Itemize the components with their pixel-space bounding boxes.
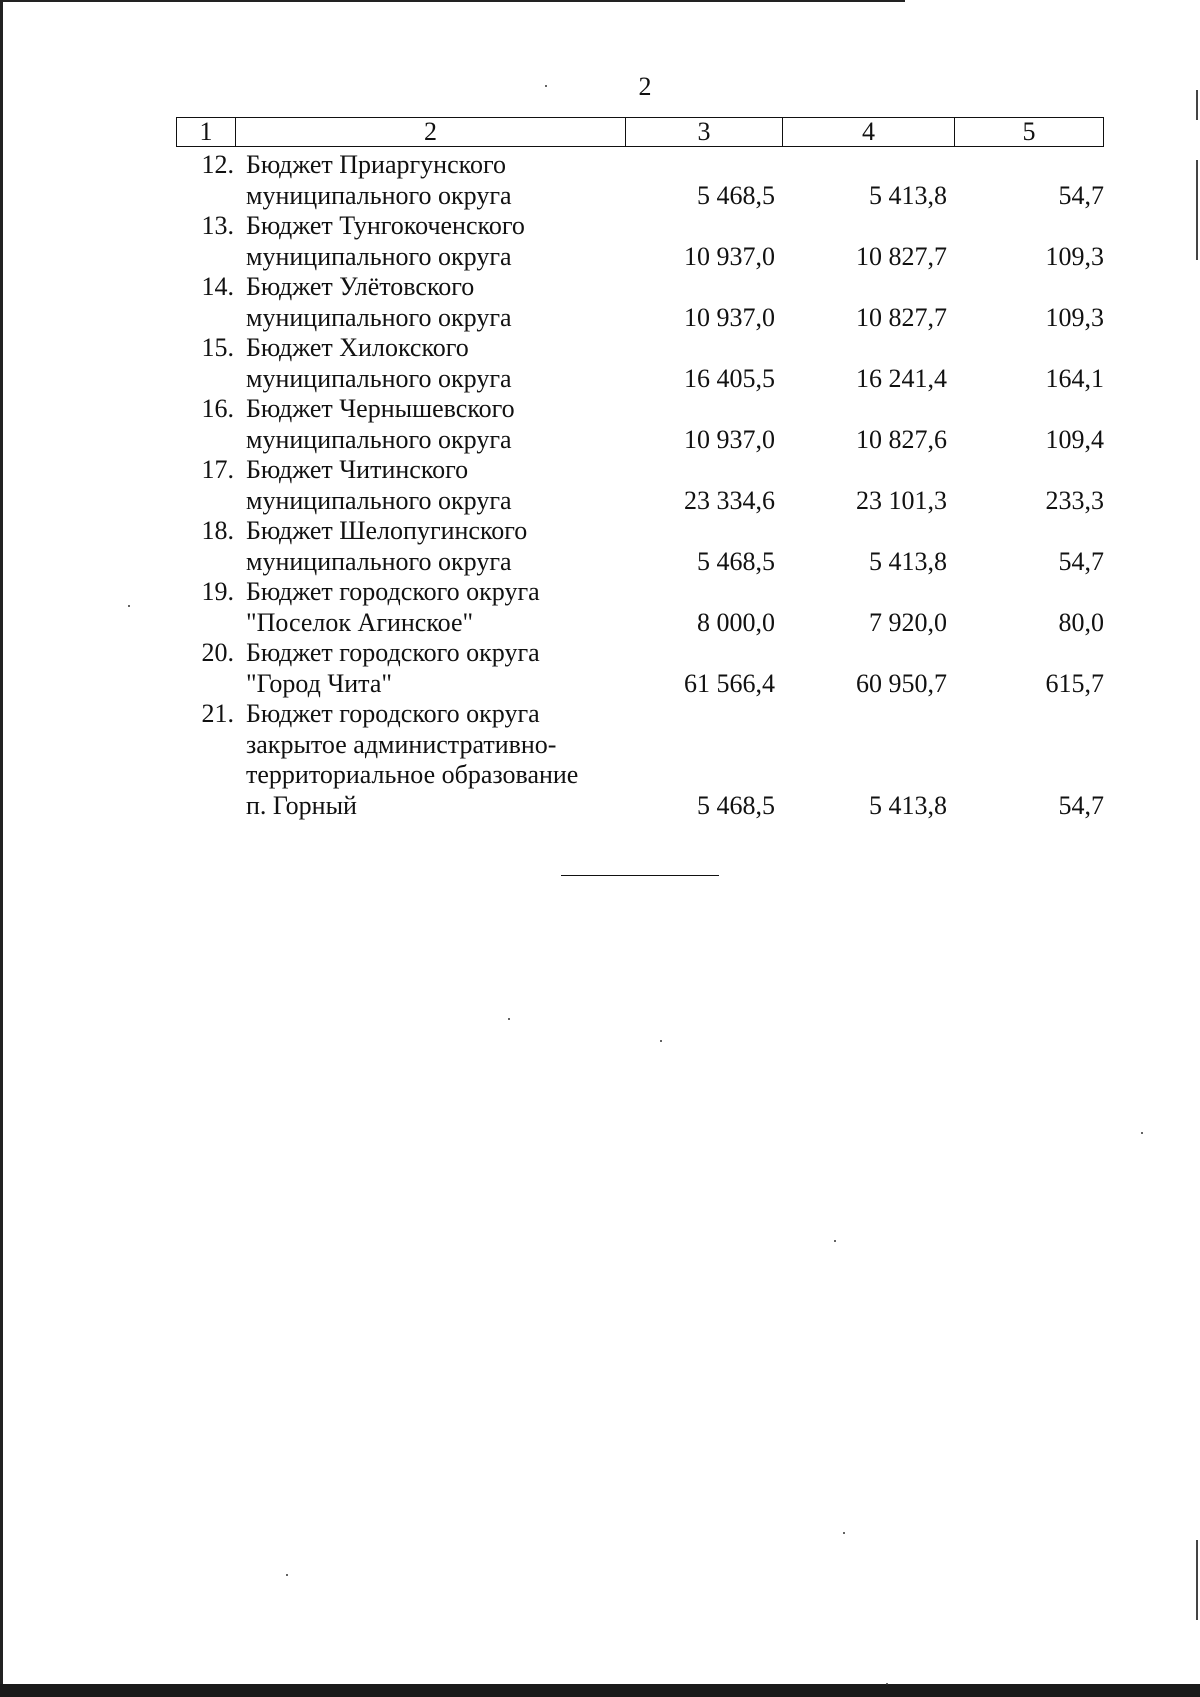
value-col-4: 10 827,6 — [856, 424, 947, 454]
value-col-5: 164,1 — [1045, 363, 1104, 393]
budget-name: Бюджет Приаргунского муниципального округа — [246, 150, 512, 210]
value-col-3: 61 566,4 — [684, 668, 775, 698]
table-row — [176, 455, 1104, 516]
table-row — [176, 516, 1104, 577]
value-col-5: 233,3 — [1045, 485, 1104, 515]
end-of-table-rule — [561, 875, 719, 876]
value-col-3: 16 405,5 — [684, 363, 775, 393]
budget-name: Бюджет Читинского муниципального округа — [246, 455, 512, 515]
header-cell-5: 5 — [954, 118, 1103, 146]
value-col-4: 23 101,3 — [856, 485, 947, 515]
scan-speck — [843, 1532, 845, 1534]
table-row — [176, 272, 1104, 333]
table-row — [176, 699, 1104, 821]
header-cell-2: 2 — [235, 118, 625, 146]
value-col-3: 10 937,0 — [684, 424, 775, 454]
scan-speck — [834, 1240, 836, 1242]
table-row — [176, 394, 1104, 455]
value-col-5: 54,7 — [1058, 790, 1104, 820]
value-col-5: 109,4 — [1045, 424, 1104, 454]
value-col-4: 16 241,4 — [856, 363, 947, 393]
header-cell-3: 3 — [625, 118, 782, 146]
scan-edge-right-mark — [1196, 160, 1198, 260]
budget-name: Бюджет Тунгокоченского муниципального округа — [246, 211, 525, 271]
value-col-4: 5 413,8 — [869, 180, 947, 210]
value-col-3: 23 334,6 — [684, 485, 775, 515]
scan-speck — [660, 1040, 662, 1042]
value-col-4: 7 920,0 — [869, 607, 947, 637]
scan-edge-top — [0, 0, 905, 2]
scan-speck — [286, 1574, 288, 1576]
row-number: 16. — [201, 394, 234, 423]
scan-edge-left — [0, 0, 3, 1697]
row-number: 18. — [201, 516, 234, 545]
row-number: 20. — [201, 638, 234, 667]
row-number: 21. — [201, 699, 234, 728]
header-cell-4: 4 — [782, 118, 954, 146]
value-col-5: 80,0 — [1058, 607, 1104, 637]
scan-edge-right-mark — [1196, 1540, 1198, 1620]
value-col-4: 10 827,7 — [856, 302, 947, 332]
budget-name: Бюджет Улётовского муниципального округа — [246, 272, 512, 332]
value-col-3: 10 937,0 — [684, 241, 775, 271]
value-col-5: 54,7 — [1058, 180, 1104, 210]
value-col-4: 60 950,7 — [856, 668, 947, 698]
row-number: 14. — [201, 272, 234, 301]
table-row — [176, 211, 1104, 272]
value-col-3: 10 937,0 — [684, 302, 775, 332]
value-col-5: 54,7 — [1058, 546, 1104, 576]
scan-edge-bottom — [0, 1684, 1200, 1697]
scan-speck — [545, 85, 547, 87]
scan-edge-right-mark — [1196, 90, 1198, 120]
table-header — [176, 117, 1104, 147]
budget-name: Бюджет городского округа "Поселок Агинское" — [246, 577, 540, 637]
budget-name: Бюджет городского округа "Город Чита" — [246, 638, 540, 698]
row-number: 17. — [201, 455, 234, 484]
budget-name: Бюджет Хилокского муниципального округа — [246, 333, 512, 393]
value-col-3: 8 000,0 — [697, 607, 775, 637]
table-body — [176, 150, 1104, 821]
scan-speck — [508, 1018, 510, 1020]
budget-name: Бюджет Чернышевского муниципального округа — [246, 394, 515, 454]
table-row — [176, 638, 1104, 699]
row-number: 19. — [201, 577, 234, 606]
row-number: 12. — [201, 150, 234, 179]
value-col-3: 5 468,5 — [697, 546, 775, 576]
page-number: 2 — [638, 72, 652, 101]
scan-speck — [128, 605, 130, 607]
scan-speck — [1141, 1132, 1143, 1134]
table-row — [176, 150, 1104, 211]
value-col-3: 5 468,5 — [697, 180, 775, 210]
budget-name: Бюджет городского округа закрытое административно- территориальное образование п. Горный — [246, 699, 579, 820]
value-col-5: 109,3 — [1045, 302, 1104, 332]
scan-speck — [886, 1683, 888, 1685]
value-col-4: 10 827,7 — [856, 241, 947, 271]
header-cell-1: 1 — [199, 117, 213, 146]
table-row — [176, 333, 1104, 394]
value-col-5: 615,7 — [1045, 668, 1104, 698]
row-number: 13. — [201, 211, 234, 240]
value-col-4: 5 413,8 — [869, 546, 947, 576]
table-row — [176, 577, 1104, 638]
value-col-4: 5 413,8 — [869, 790, 947, 820]
budget-name: Бюджет Шелопугинского муниципального округа — [246, 516, 528, 576]
row-number: 15. — [201, 333, 234, 362]
value-col-3: 5 468,5 — [697, 790, 775, 820]
value-col-5: 109,3 — [1045, 241, 1104, 271]
